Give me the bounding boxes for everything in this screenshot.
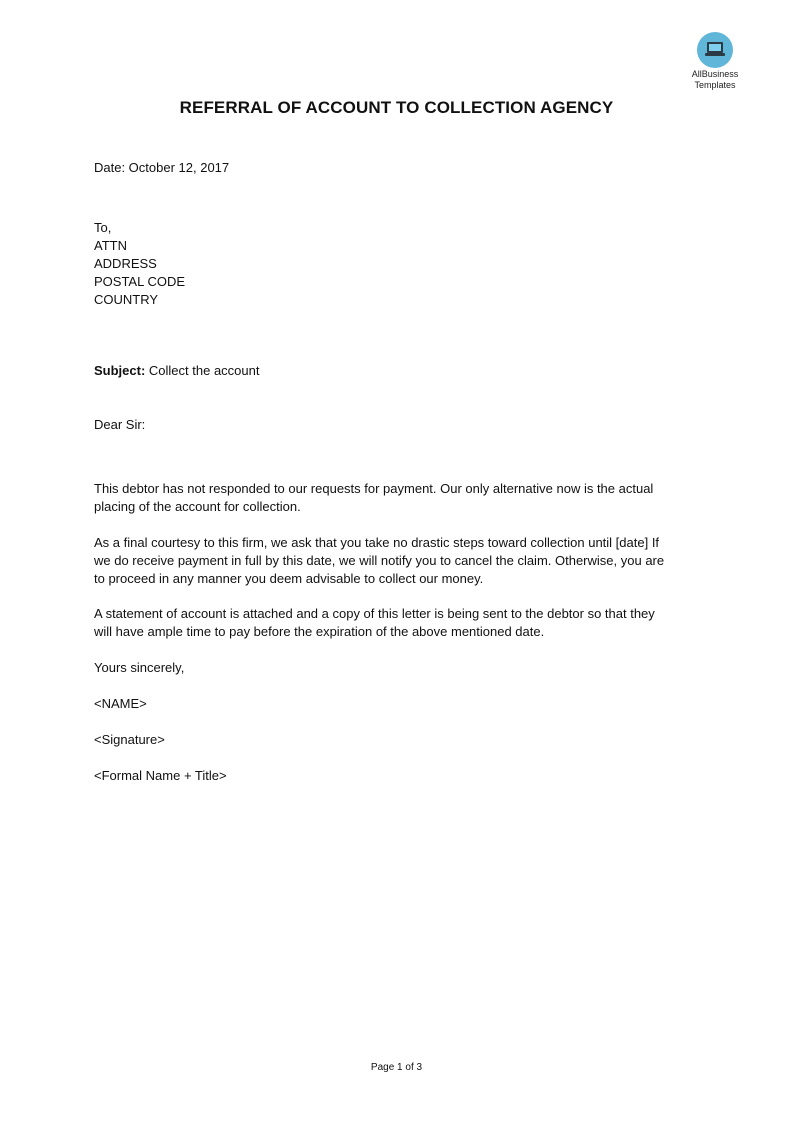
paragraph-1-line-1: This debtor has not responded to our requests for payment. Our only alternative now is the actual — [94, 481, 654, 496]
recipient-country: COUNTRY — [94, 292, 159, 307]
salutation: Dear Sir: — [94, 417, 146, 432]
paragraph-2-line-1: As a final courtesy to this firm, we ask that you take no drastic steps toward collection until [date] If — [94, 535, 660, 550]
recipient-address: ADDRESS — [94, 256, 157, 271]
laptop-icon — [704, 41, 726, 59]
allbusiness-templates-logo[interactable] — [680, 32, 750, 90]
formal-name-title: <Formal Name + Title> — [94, 768, 227, 783]
date-line: Date: October 12, 2017 — [94, 160, 230, 175]
sender-name: <NAME> — [94, 696, 147, 711]
subject-text: Collect the account — [145, 363, 260, 378]
sign-off: Yours sincerely, — [94, 660, 185, 675]
subject-line — [94, 362, 259, 380]
logo-text-line1: AllBusiness — [691, 69, 739, 79]
signature-placeholder: <Signature> — [94, 732, 165, 747]
page-number-footer: Page 1 of 3 — [370, 1062, 423, 1073]
subject-label: Subject: — [94, 363, 146, 378]
paragraph-1-line-2: placing of the account for collection. — [94, 499, 301, 514]
recipient-attn: ATTN — [94, 238, 127, 253]
paragraph-3-line-2: will have ample time to pay before the expiration of the above mentioned date. — [94, 624, 545, 639]
document-title: REFERRAL OF ACCOUNT TO COLLECTION AGENCY — [179, 98, 614, 117]
logo-circle — [697, 32, 733, 68]
recipient-to: To, — [94, 220, 112, 235]
paragraph-2-line-3: to proceed in any manner you deem advisable to collect our money. — [94, 571, 484, 586]
paragraph-3-line-1: A statement of account is attached and a copy of this letter is being sent to the debtor so that they — [94, 606, 655, 621]
recipient-postal-code: POSTAL CODE — [94, 274, 186, 289]
paragraph-2-line-2: we do receive payment in full by this date, we will notify you to cancel the claim. Otherwise, you are — [94, 553, 665, 568]
logo-text-line2: Templates — [694, 80, 736, 90]
